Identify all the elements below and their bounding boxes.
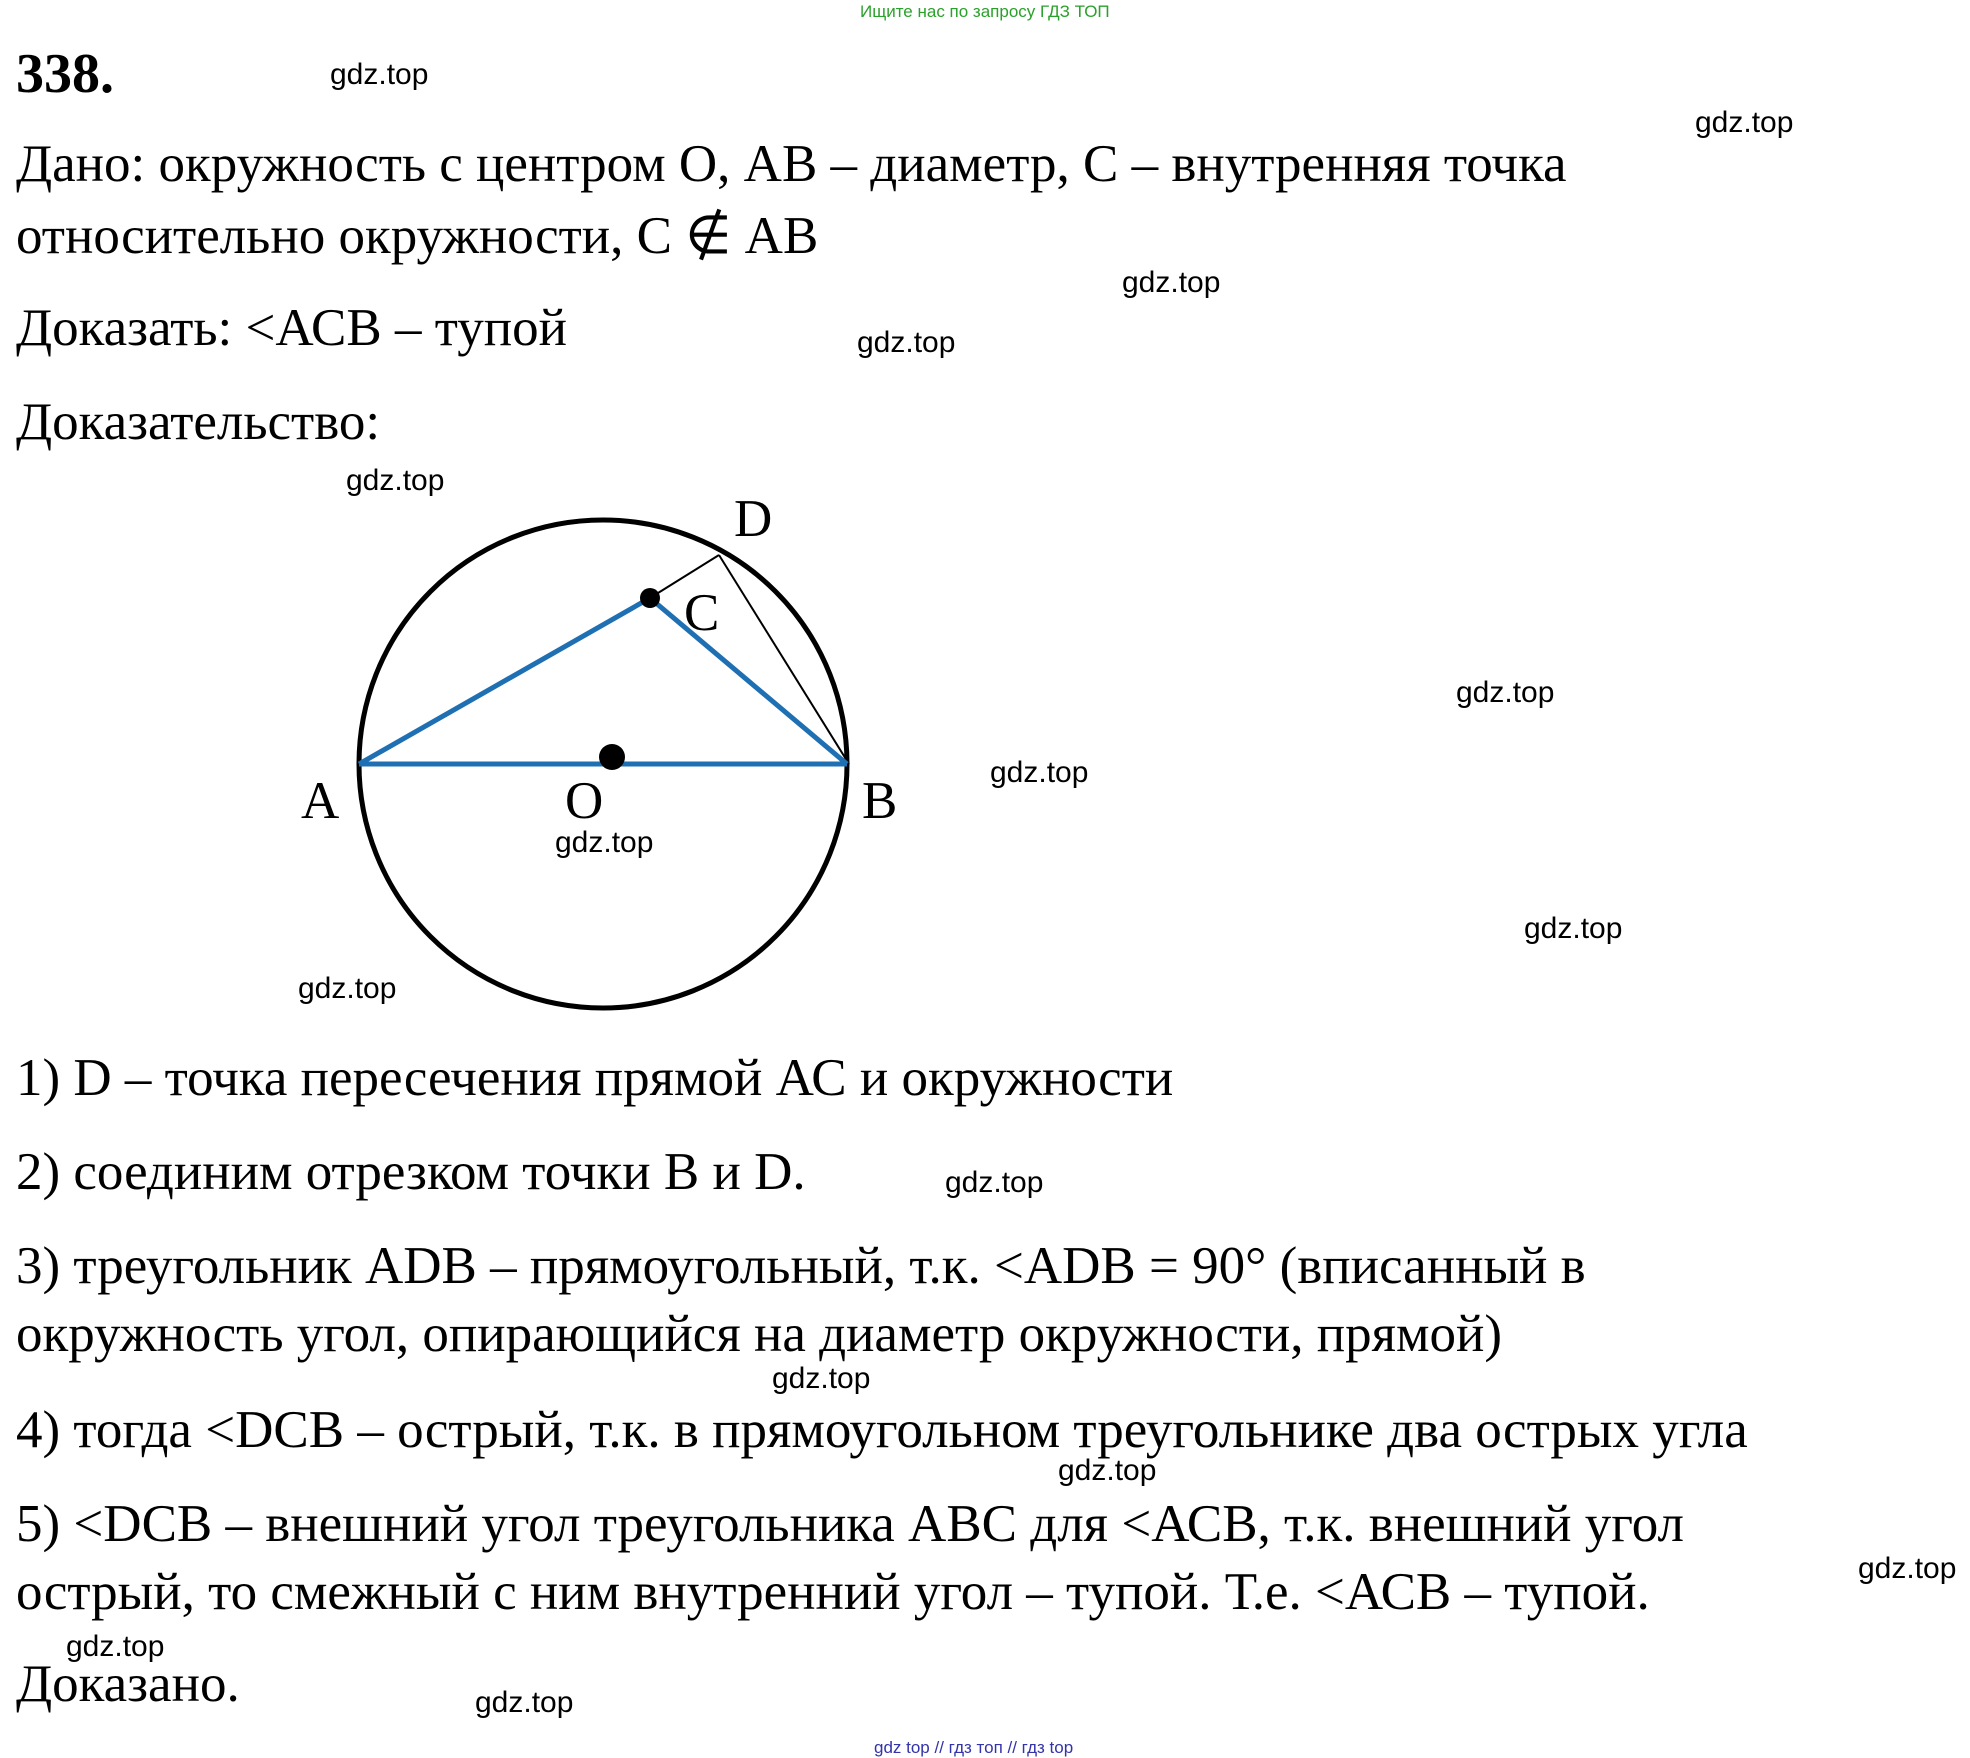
label-c: C: [684, 584, 720, 642]
given-line-2: относительно окружности, С ∉ АВ: [16, 207, 819, 265]
point-o: [599, 744, 625, 770]
top-banner: Ищите нас по запросу ГДЗ ТОП: [860, 2, 1110, 21]
label-b: B: [862, 772, 898, 830]
segment-bd: [719, 555, 849, 764]
label-d: D: [734, 490, 773, 548]
watermark: gdz.top: [1122, 266, 1221, 299]
watermark: gdz.top: [66, 1630, 165, 1663]
watermark: gdz.top: [475, 1686, 574, 1719]
step-4: 4) тогда <DСВ – острый, т.к. в прямоугольном треугольнике два острых угла: [16, 1401, 1748, 1459]
watermark: gdz.top: [298, 972, 397, 1005]
watermark: gdz.top: [1058, 1454, 1157, 1487]
label-a: A: [301, 772, 340, 830]
given-line-1: Дано: окружность с центром О, АВ – диаметр, С – внутренняя точка: [16, 135, 1567, 193]
watermark: gdz.top: [346, 464, 445, 497]
step-3-line-2: окружность угол, опирающийся на диаметр окружности, прямой): [16, 1305, 1503, 1363]
watermark: gdz.top: [1695, 106, 1794, 139]
watermark: gdz.top: [1858, 1552, 1957, 1585]
step-5-line-1: 5) <DСВ – внешний угол треугольника АВС для <АСВ, т.к. внешний угол: [16, 1495, 1684, 1553]
bottom-banner: gdz top // гдз топ // гдз top: [874, 1738, 1074, 1757]
step-3-line-1: 3) треугольник АDВ – прямоугольный, т.к. <АDВ = 90° (вписанный в: [16, 1237, 1586, 1295]
prove-statement: Доказать: <АСВ – тупой: [16, 299, 567, 357]
conclusion: Доказано.: [16, 1655, 240, 1713]
step-5-line-2: острый, то смежный с ним внутренний угол – тупой. Т.е. <АСВ – тупой.: [16, 1563, 1650, 1621]
label-o: O: [565, 772, 604, 830]
point-c: [640, 588, 660, 608]
watermark: gdz.top: [945, 1166, 1044, 1199]
problem-number: 338.: [16, 43, 114, 105]
segment-cb: [650, 598, 847, 764]
watermark: gdz.top: [990, 756, 1089, 789]
step-1: 1) D – точка пересечения прямой АС и окружности: [16, 1049, 1174, 1107]
watermark: gdz.top: [772, 1362, 871, 1395]
watermark: gdz.top: [555, 826, 654, 859]
proof-heading: Доказательство:: [16, 393, 381, 451]
step-2: 2) соединим отрезком точки В и D.: [16, 1143, 806, 1201]
watermark: gdz.top: [1524, 912, 1623, 945]
watermark: gdz.top: [330, 58, 429, 91]
watermark: gdz.top: [857, 326, 956, 359]
watermark: gdz.top: [1456, 676, 1555, 709]
